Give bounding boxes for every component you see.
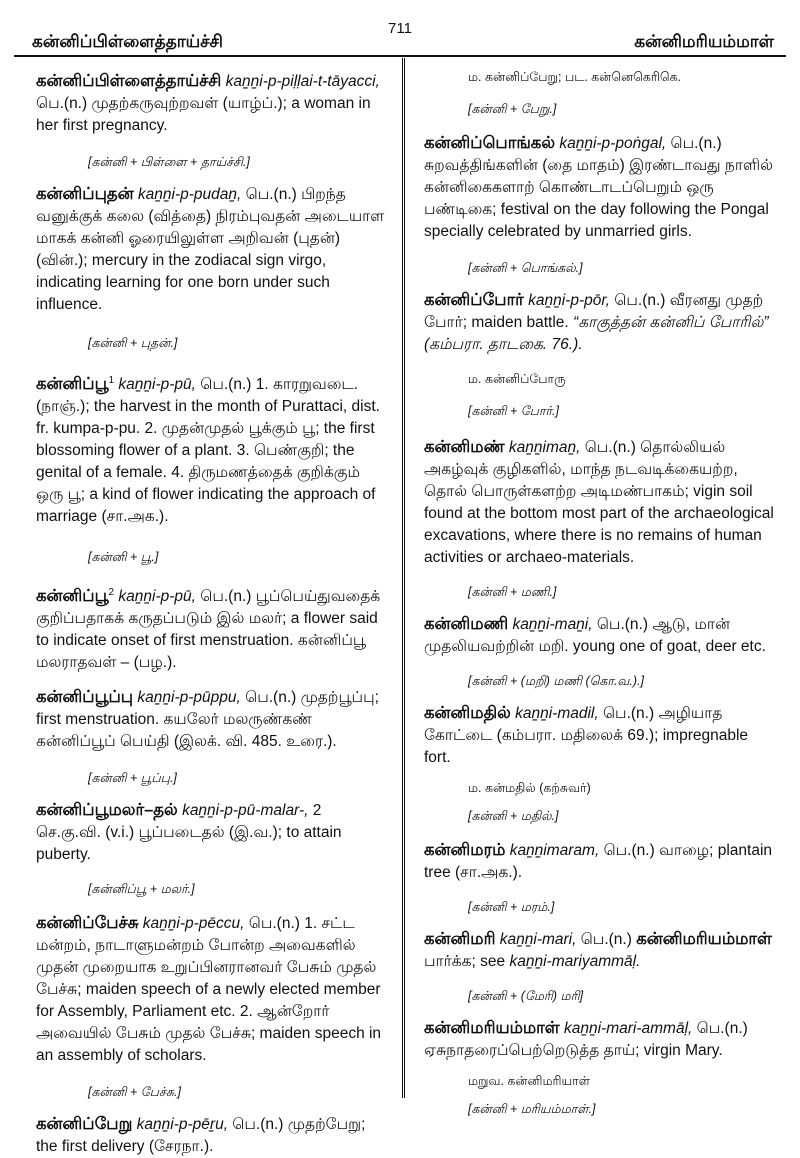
- definition: பெ.(n.) முதற்பேறு; the first delivery (சேரநா.).: [36, 1116, 366, 1156]
- transliteration: kaṉṉi-p-pōr,: [528, 292, 610, 309]
- definition: பெ.(n.) ஆடு, மான் முதலியவற்றின் மறி. young one of goat, deer etc.: [424, 616, 766, 655]
- transliteration: kaṉṉi-p-pēṟu,: [136, 1116, 228, 1134]
- header-right-guideword: கன்னிமரியம்மாள்: [634, 32, 774, 51]
- etymology: [கன்னிப்பூ + மலர்.]: [88, 882, 195, 897]
- definition: பெ.(n.) முதற்கருவுற்றவள் (யாழ்ப்.); a woman in her first pregnancy.: [36, 95, 371, 134]
- cognate-note: ம. கன்னிப்பேறு; பட. கன்னெகெரிகெ.: [468, 70, 682, 84]
- cognate-note: ம. கன்மதில் (கற்சுவர்): [468, 781, 591, 795]
- definition: பெ.(n.): [576, 931, 637, 948]
- headword: கன்னிப்பேறு: [36, 1115, 133, 1134]
- dictionary-entry: [424, 702, 774, 769]
- headword: கன்னிமணி: [424, 615, 509, 633]
- dictionary-entry: [36, 799, 390, 866]
- etymology: [கன்னி + மணி.]: [468, 585, 557, 599]
- dictionary-entry: [424, 928, 774, 973]
- transliteration: kaṉṉi-madil,: [515, 705, 599, 722]
- synonym-note: மறுவ. கன்னிமரியாள்: [468, 1074, 591, 1088]
- transliteration: kaṉṉi-maṉi,: [512, 616, 593, 633]
- transliteration: kaṉṉi-p-pūppu,: [137, 689, 241, 707]
- page-header: [14, 6, 786, 51]
- headword: கன்னிப்பூ: [36, 587, 109, 606]
- cross-reference-headword: கன்னிமரியம்மாள்: [636, 930, 772, 948]
- etymology: [கன்னி + (மேரி) மரி]: [468, 989, 584, 1003]
- etymology: [கன்னி + பூப்பு.]: [88, 771, 177, 786]
- page-number: 711: [388, 20, 412, 37]
- definition: பெ.(n.) 1. சட்ட மன்றம், நாடாளுமன்றம் போன்ற அவைகளில் முதன் முறையாக உறுப்பினரானவர் பேசும் முதல் பேச்சு; maiden speech of a newly elected member for Assembly, Parliament etc. 2. ஆன்றோர் அவையில் பேசும் முதல் பேச்சு; maiden speech in an assembly of scholars.: [36, 915, 382, 1065]
- headword: கன்னிப்பிள்ளைத்தாய்ச்சி: [36, 72, 222, 90]
- dictionary-entry: [424, 839, 774, 884]
- dictionary-entry: [36, 686, 390, 753]
- headword: கன்னிமரி: [424, 930, 496, 948]
- homonym-number: 2: [108, 587, 115, 599]
- cognate-note: ம. கன்னிப்போரு: [468, 372, 566, 386]
- cross-reference-transliteration: kaṉṉi-mariyammāḷ.: [509, 953, 641, 970]
- transliteration: kaṉṉi-p-pudaṉ,: [137, 186, 242, 203]
- headword: கன்னிப்போர்: [424, 291, 524, 309]
- definition: பெ.(n.) அழியாத கோட்டை (கம்பரா. மதிலைக் 69.); impregnable fort.: [424, 705, 749, 766]
- headword: கன்னிமரியம்மாள்: [424, 1019, 560, 1037]
- dictionary-entry: [36, 70, 390, 137]
- dictionary-entry: [36, 912, 390, 1067]
- definition: பெ.(n.) ஏசுநாதரைப்பெற்றெடுத்த தாய்; virgin Mary.: [424, 1020, 748, 1059]
- left-column: [36, 62, 390, 1158]
- transliteration: kaṉṉi-p-piḷḷai-t-tāyacci,: [225, 73, 380, 90]
- headword: கன்னிமரம்: [424, 841, 506, 859]
- etymology: [கன்னி + போர்.]: [468, 404, 559, 418]
- etymology: [கன்னி + மரியம்மாள்.]: [468, 1102, 596, 1116]
- dictionary-entry: [36, 183, 390, 316]
- dictionary-entry: [36, 1113, 390, 1158]
- dictionary-entry: [424, 613, 774, 658]
- etymology: [கன்னி + புதன்.]: [88, 336, 178, 350]
- etymology: [கன்னி + பேறு.]: [468, 102, 557, 116]
- transliteration: kaṉṉimaram,: [509, 842, 600, 859]
- definition: 2 செ.கு.வி. (v.i.) பூப்படைதல் (இ.வ.); to attain puberty.: [36, 802, 342, 864]
- column-divider: [402, 58, 405, 1098]
- citation: “காகுத்தன் கன்னிப் போரில்” (கம்பரா. தாடகை. 76.).: [424, 314, 769, 353]
- dictionary-entry: [424, 132, 774, 243]
- header-rule: [14, 55, 786, 57]
- transliteration: kaṉṉi-p-pū-malar-,: [182, 802, 309, 820]
- transliteration: kaṉṉi-mari,: [499, 931, 577, 948]
- definition: பெ.(n.) பிறந்த வனுக்குக் கலை (வித்தை) நிரம்புவதன் அடையாள மாகக் கன்னி ஓரையிலுள்ள அறிவன் (புதன்) (வின்.); mercury in the zodiacal sign virgo, indicating learning for one born under such influence.: [36, 186, 385, 313]
- etymology: [கன்னி + மதில்.]: [468, 809, 559, 823]
- headword: கன்னிப்பூப்பு: [36, 688, 134, 707]
- dictionary-entry: [36, 582, 390, 674]
- transliteration: kaṉṉimaṉ,: [508, 439, 581, 456]
- transliteration: kaṉṉi-mari-ammāḷ,: [563, 1020, 693, 1037]
- definition: பெ.(n.) சுறவத்திங்களின் (தை மாதம்) இரண்டாவது நாளில் கன்னிகைகளாற் கொண்டாடப்பெறும் ஒரு பண்டிகை; festival on the day following the Pongal specially celebrated by unmarried girls.: [424, 135, 773, 240]
- headword: கன்னிப்பூ: [36, 375, 109, 394]
- etymology: [கன்னி + பிள்ளை + தாய்ச்சி.]: [88, 155, 250, 169]
- dictionary-entry: [424, 1017, 774, 1062]
- transliteration: kaṉṉi-p-poṅgal,: [559, 135, 667, 152]
- etymology: [கன்னி + (மறி) மணி (கொ.வ.).]: [468, 674, 644, 688]
- transliteration: kaṉṉi-p-pū,: [118, 588, 196, 606]
- homonym-number: 1: [108, 375, 115, 386]
- dictionary-entry: [36, 370, 390, 528]
- definition: பெ.(n.) பூப்பெய்துவதைக் குறிப்பதாகக் கருதப்படும் இல் மலர்; a flower said to indicate onset of first menstruation. கன்னிப்பூ மலராதவள் – (பழ.).: [36, 588, 381, 672]
- headword: கன்னிமதில்: [424, 704, 511, 722]
- dictionary-entry: [424, 289, 774, 356]
- headword: கன்னிப்பேச்சு: [36, 914, 139, 933]
- definition: பெ.(n.) வீரனது முதற் போர்; maiden battle.: [424, 292, 764, 331]
- headword: கன்னிப்பூமலர்–தல்: [36, 801, 178, 820]
- right-column: [424, 62, 774, 1118]
- definition: பெ.(n.) வாழை; plantain tree (சா.அக.).: [424, 842, 773, 881]
- definition-continued: பார்க்க; see: [424, 953, 510, 970]
- definition: பெ.(n.) தொல்லியல் அகழ்வுக் குழிகளில், மாந்த நடவடிக்கையற்ற, தொல் பொருள்களற்ற அடிமண்பாகம்; vigin soil found at the bottom most part of the archaeological excavations, where there is no remains of human activities or archaeo-materials.: [424, 439, 774, 566]
- headword: கன்னிப்பொங்கல்: [424, 134, 556, 152]
- headword: கன்னிப்புதன்: [36, 185, 134, 203]
- definition: பெ.(n.) முதற்பூப்பு; first menstruation. கயலேர் மலருண்கண் கன்னிப்பூப் பெய்தி (இலக். வி. 485. உரை.).: [36, 689, 379, 751]
- headword: கன்னிமண்: [424, 438, 505, 456]
- definition: பெ.(n.) 1. காரறுவடை. (நாஞ்.); the harvest in the month of Purattaci, dist. fr. kumpa-p-pu. 2. முதன்முதல் பூக்கும் பூ; the first blossoming flower of a plant. 3. பெண்குறி; the genital of a female. 4. திருமணத்தைக் குறிக்கும் ஒரு பூ; a kind of flower indicating the approach of marriage (சா.அக.).: [36, 376, 380, 526]
- etymology: [கன்னி + பொங்கல்.]: [468, 261, 583, 275]
- etymology: [கன்னி + பேச்சு.]: [88, 1085, 181, 1100]
- dictionary-entry: [424, 436, 774, 569]
- transliteration: kaṉṉi-p-pēccu,: [142, 915, 245, 933]
- header-left-guideword: கன்னிப்பிள்ளைத்தாய்ச்சி: [32, 32, 223, 51]
- etymology: [கன்னி + பூ.]: [88, 550, 159, 565]
- transliteration: kaṉṉi-p-pū,: [118, 376, 196, 394]
- etymology: [கன்னி + மரம்.]: [468, 900, 555, 914]
